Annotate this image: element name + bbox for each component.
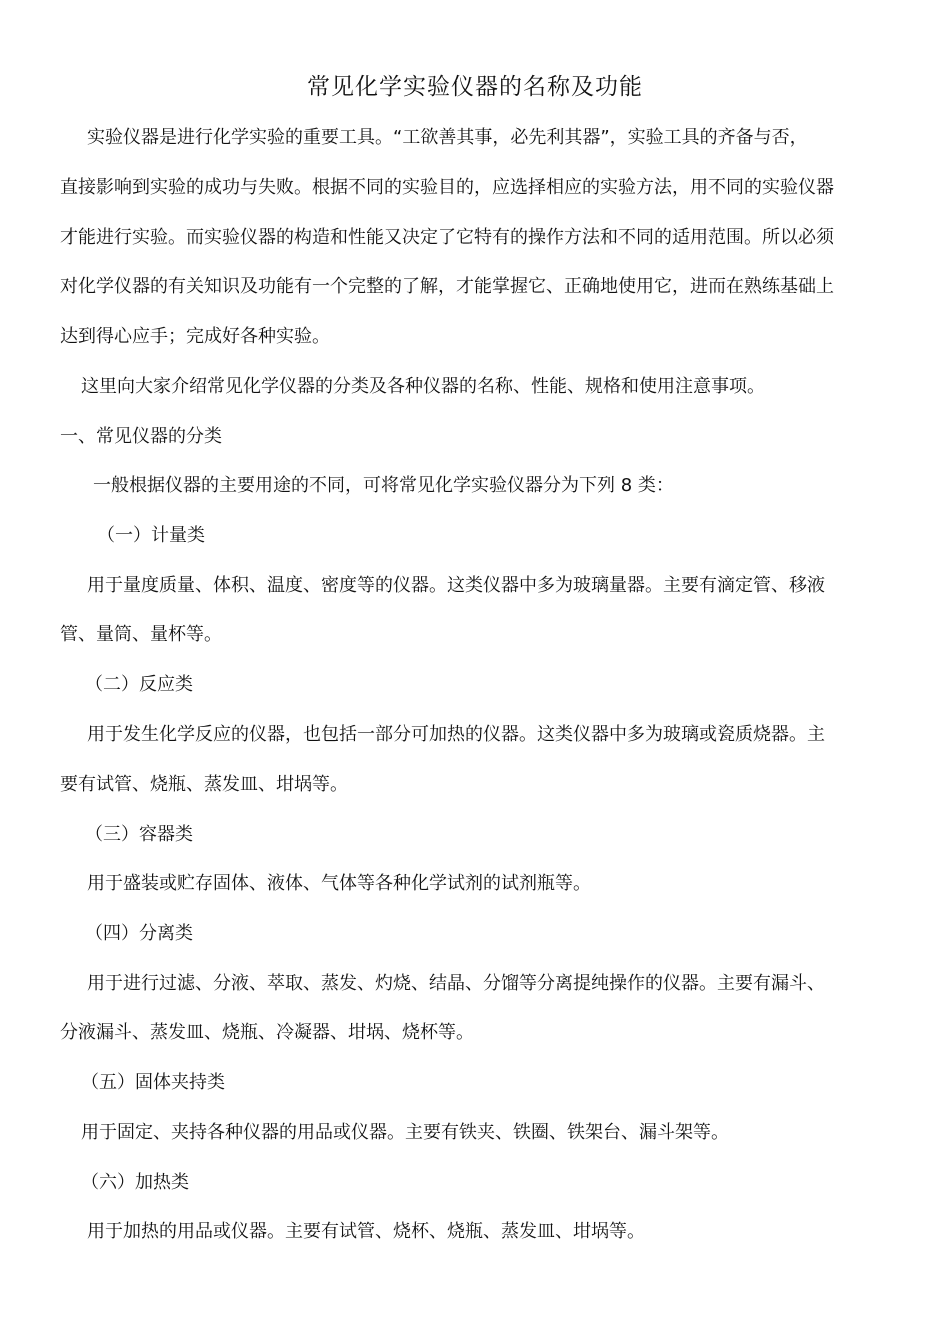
- intro-line-5: 达到得心应手；完成好各种实验。: [60, 326, 330, 347]
- intro-line-4: 对化学仪器的有关知识及功能有一个完整的了解，才能掌握它、正确地使用它，进而在熟练基础上: [60, 276, 834, 297]
- category-heading-6: （六）加热类: [81, 1172, 189, 1193]
- category-text-2b: 要有试管、烧瓶、蒸发皿、坩埚等。: [60, 774, 348, 795]
- page-title: 常见化学实验仪器的名称及功能: [307, 74, 643, 100]
- category-heading-2: （二）反应类: [85, 674, 193, 695]
- intro-line-2: 直接影响到实验的成功与失败。根据不同的实验目的，应选择相应的实验方法，用不同的实验仪器: [60, 177, 834, 198]
- category-text-1a: 用于量度质量、体积、温度、密度等的仪器。这类仪器中多为玻璃量器。主要有滴定管、移液: [87, 575, 825, 596]
- intro-line-3: 才能进行实验。而实验仪器的构造和性能又决定了它特有的操作方法和不同的适用范围。所以必须: [60, 227, 834, 248]
- category-text-4b: 分液漏斗、蒸发皿、烧瓶、冷凝器、坩埚、烧杯等。: [60, 1022, 474, 1043]
- category-heading-1: （一）计量类: [97, 525, 205, 546]
- category-heading-4: （四）分离类: [85, 923, 193, 944]
- section-lead: 一般根据仪器的主要用途的不同，可将常见化学实验仪器分为下列 8 类：: [93, 475, 674, 496]
- category-heading-5: （五）固体夹持类: [81, 1072, 225, 1093]
- category-text-3a: 用于盛装或贮存固体、液体、气体等各种化学试剂的试剂瓶等。: [87, 873, 591, 894]
- category-text-5a: 用于固定、夹持各种仪器的用品或仪器。主要有铁夹、铁圈、铁架台、漏斗架等。: [81, 1122, 729, 1143]
- category-text-2a: 用于发生化学反应的仪器，也包括一部分可加热的仪器。这类仪器中多为玻璃或瓷质烧器。主: [87, 724, 825, 745]
- intro-line-1: 实验仪器是进行化学实验的重要工具。“工欲善其事，必先利其器”，实验工具的齐备与否，: [87, 127, 808, 148]
- category-text-1b: 管、量筒、量杯等。: [60, 624, 222, 645]
- section-heading: 一、常见仪器的分类: [60, 426, 222, 447]
- category-text-4a: 用于进行过滤、分液、萃取、蒸发、灼烧、结晶、分馏等分离提纯操作的仪器。主要有漏斗、: [87, 973, 825, 994]
- category-text-6a: 用于加热的用品或仪器。主要有试管、烧杯、烧瓶、蒸发皿、坩埚等。: [87, 1221, 645, 1242]
- intro-paragraph-2: 这里向大家介绍常见化学仪器的分类及各种仪器的名称、性能、规格和使用注意事项。: [81, 376, 765, 397]
- category-heading-3: （三）容器类: [85, 824, 193, 845]
